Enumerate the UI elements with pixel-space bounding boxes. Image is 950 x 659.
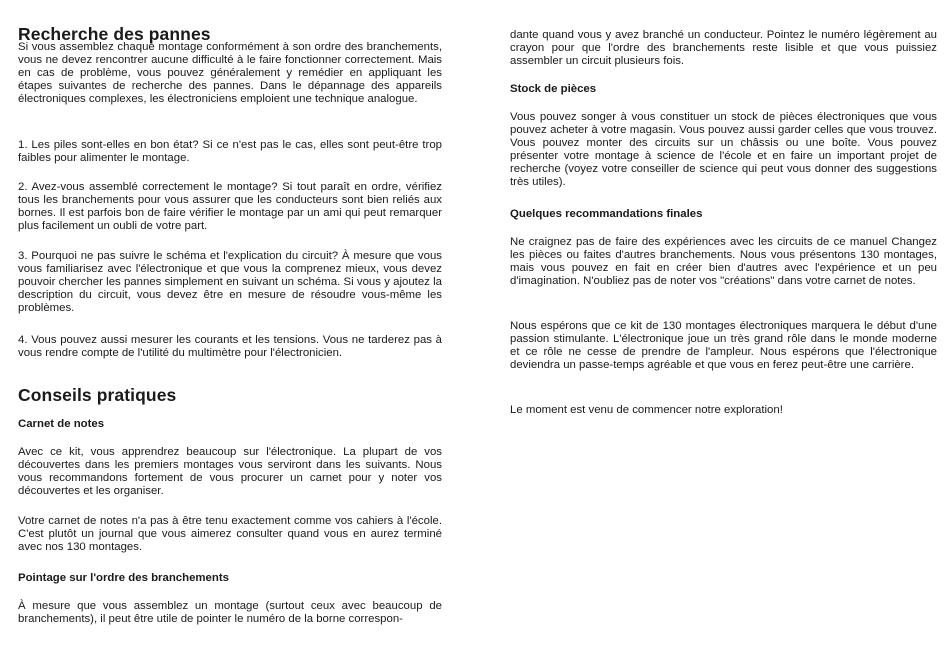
notebook-paragraph-1: Avec ce kit, vous apprendrez beaucoup sur l'électronique. La plupart de vos découvertes dans les premiers montages vous serviront dans les suivants. Nous vous recommandons fortement de vous procurer un carnet pour y noter vos découvertes et les organiser. xyxy=(18,446,442,497)
troubleshooting-step-1: 1. Les piles sont-elles en bon état? Si ce n'est pas le cas, elles sont peut-être trop faibles pour alimenter le montage. xyxy=(18,139,442,164)
troubleshooting-step-3: 3. Pourquoi ne pas suivre le schéma et l'explication du circuit? À mesure que vous vous familiarisez avec l'électronique et que vous la comprenez mieux, vous devez pouvoir chercher les pannes simplement en suivant un schéma. Si vous y ajoutez la description du circuit, vous devez être en mesure de résoudre vous-même les problèmes. xyxy=(18,250,442,314)
troubleshooting-intro: Si vous assemblez chaque montage conformément à son ordre des branchements, vous ne devez rencontrer aucune difficulté à le faire fonctionner correctement. Mais en cas de problème, vous pouvez généralement y remédier en appliquant les étapes suivantes de recherche des pannes. Dans le dépannage des appareils électroniques complexes, les électroniciens emploient une technique analogue. xyxy=(18,41,442,105)
troubleshooting-title: Recherche des pannes xyxy=(18,24,211,44)
wiring-heading: Pointage sur l'ordre des branchements xyxy=(18,572,229,584)
troubleshooting-step-2: 2. Avez-vous assemblé correctement le montage? Si tout paraît en ordre, vérifiez tous les branchements pour vous assurer que les conducteurs sont bien reliés aux bornes. Il est parfois bon de faire vérifier le montage par un ami qui peut remarquer plus facilement un oubli de votre part. xyxy=(18,181,442,232)
troubleshooting-step-4: 4. Vous pouvez aussi mesurer les courants et les tensions. Vous ne tarderez pas à vous rendre compte de l'utilité du multimètre pour l'électronicien. xyxy=(18,334,442,359)
closing-line: Le moment est venu de commencer notre exploration! xyxy=(510,404,783,416)
final-paragraph-1: Ne craignez pas de faire des expériences avec les circuits de ce manuel Changez les pièces ou faites d'autres branchements. Nous vous présentons 130 montages, mais vous pouvez en fait en créer bien d'autres avec l'expérience et un peu d'imagination. N'oubliez pas de noter vos "créations" dans votre carnet de notes. xyxy=(510,236,937,287)
parts-paragraph: Vous pouvez songer à vous constituer un stock de pièces électroniques que vous pouvez acheter à votre magasin. Vous pouvez aussi garder celles que vous trouvez. Vous pouvez monter des circuits sur un châssis ou une boîte. Vous pouvez présenter votre montage à science de l'école et en faire un important projet de recherche (voyez votre conseiller de science qui peut vous donner des suggestions très utiles). xyxy=(510,111,937,188)
final-paragraph-2: Nous espérons que ce kit de 130 montages électroniques marquera le début d'une passion stimulante. L'électronique joue un très grand rôle dans le monde moderne et ce rôle ne cesse de prendre de l'ampleur. Nous espérons que l'électronique deviendra un passe-temps agréable et que vous en ferez peut-être une carrière. xyxy=(510,320,937,371)
tips-title: Conseils pratiques xyxy=(18,385,177,405)
wiring-paragraph: À mesure que vous assemblez un montage (surtout ceux avec beaucoup de branchements), il peut être utile de pointer le numéro de la borne correspon- xyxy=(18,600,442,625)
notebook-heading: Carnet de notes xyxy=(18,418,105,430)
parts-heading: Stock de pièces xyxy=(510,83,597,95)
notebook-paragraph-2: Votre carnet de notes n'a pas à être tenu exactement comme vos cahiers à l'école. C'est plutôt un journal que vous aimerez consulter quand vous en aurez terminé avec nos 130 montages. xyxy=(18,515,442,553)
final-heading: Quelques recommandations finales xyxy=(510,208,703,220)
wiring-paragraph-continued: dante quand vous y avez branché un conducteur. Pointez le numéro légèrement au crayon pour que l'ordre des branchements reste lisible et que vous puissiez assembler un circuit plusieurs fois. xyxy=(510,29,937,67)
